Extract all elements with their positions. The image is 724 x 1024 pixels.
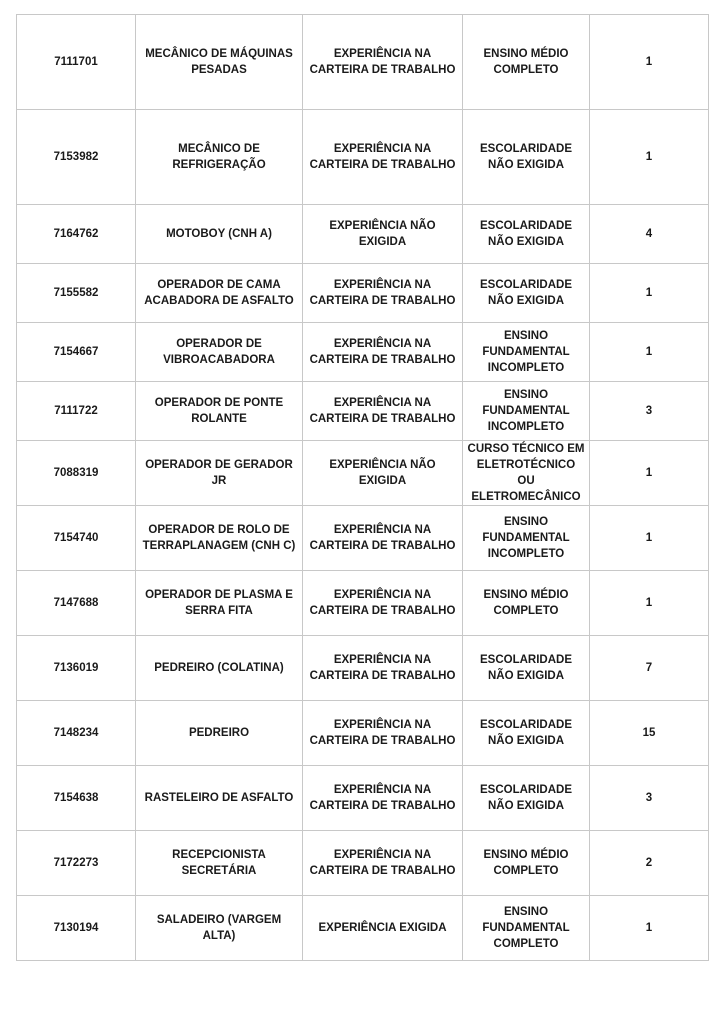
job-vacancies: 1 (590, 506, 709, 571)
job-code: 7154667 (17, 323, 136, 382)
job-education: ENSINO FUNDAMENTAL INCOMPLETO (463, 506, 590, 571)
job-experience: EXPERIÊNCIA EXIGIDA (303, 896, 463, 961)
job-education: ESCOLARIDADE NÃO EXIGIDA (463, 636, 590, 701)
job-vacancies: 1 (590, 15, 709, 110)
job-education: CURSO TÉCNICO EM ELETROTÉCNICO OU ELETROMECÂNICO (463, 441, 590, 506)
job-openings-table (16, 14, 709, 961)
job-role: MECÂNICO DE MÁQUINAS PESADAS (136, 15, 303, 110)
job-education: ESCOLARIDADE NÃO EXIGIDA (463, 701, 590, 766)
job-role: OPERADOR DE ROLO DE TERRAPLANAGEM (CNH C) (136, 506, 303, 571)
job-role: OPERADOR DE PONTE ROLANTE (136, 382, 303, 441)
job-role: OPERADOR DE PLASMA E SERRA FITA (136, 571, 303, 636)
table-row (17, 506, 709, 571)
job-experience: EXPERIÊNCIA NA CARTEIRA DE TRABALHO (303, 766, 463, 831)
job-role: PEDREIRO (136, 701, 303, 766)
job-experience: EXPERIÊNCIA NA CARTEIRA DE TRABALHO (303, 506, 463, 571)
job-role: OPERADOR DE VIBROACABADORA (136, 323, 303, 382)
job-code: 7164762 (17, 205, 136, 264)
job-code: 7154740 (17, 506, 136, 571)
job-code: 7154638 (17, 766, 136, 831)
table-row (17, 636, 709, 701)
table-row (17, 382, 709, 441)
table-row (17, 110, 709, 205)
job-vacancies: 3 (590, 382, 709, 441)
table-row (17, 831, 709, 896)
job-vacancies: 1 (590, 441, 709, 506)
job-education: ESCOLARIDADE NÃO EXIGIDA (463, 205, 590, 264)
job-code: 7136019 (17, 636, 136, 701)
job-vacancies: 1 (590, 571, 709, 636)
job-experience: EXPERIÊNCIA NA CARTEIRA DE TRABALHO (303, 571, 463, 636)
job-code: 7147688 (17, 571, 136, 636)
job-vacancies: 15 (590, 701, 709, 766)
job-role: RASTELEIRO DE ASFALTO (136, 766, 303, 831)
job-code: 7153982 (17, 110, 136, 205)
job-experience: EXPERIÊNCIA NA CARTEIRA DE TRABALHO (303, 701, 463, 766)
job-role: RECEPCIONISTA SECRETÁRIA (136, 831, 303, 896)
job-vacancies: 1 (590, 896, 709, 961)
job-experience: EXPERIÊNCIA NÃO EXIGIDA (303, 441, 463, 506)
table-row (17, 701, 709, 766)
job-education: ENSINO FUNDAMENTAL INCOMPLETO (463, 323, 590, 382)
table-row (17, 323, 709, 382)
table-row (17, 766, 709, 831)
job-experience: EXPERIÊNCIA NA CARTEIRA DE TRABALHO (303, 110, 463, 205)
job-education: ENSINO MÉDIO COMPLETO (463, 831, 590, 896)
table-row (17, 205, 709, 264)
job-role: OPERADOR DE GERADOR JR (136, 441, 303, 506)
table-row (17, 571, 709, 636)
job-vacancies: 1 (590, 110, 709, 205)
table-row (17, 896, 709, 961)
job-experience: EXPERIÊNCIA NA CARTEIRA DE TRABALHO (303, 15, 463, 110)
job-education: ESCOLARIDADE NÃO EXIGIDA (463, 110, 590, 205)
job-education: ENSINO FUNDAMENTAL COMPLETO (463, 896, 590, 961)
job-experience: EXPERIÊNCIA NA CARTEIRA DE TRABALHO (303, 636, 463, 701)
job-code: 7172273 (17, 831, 136, 896)
job-education: ENSINO FUNDAMENTAL INCOMPLETO (463, 382, 590, 441)
job-role: OPERADOR DE CAMA ACABADORA DE ASFALTO (136, 264, 303, 323)
job-vacancies: 2 (590, 831, 709, 896)
job-role: MECÂNICO DE REFRIGERAÇÃO (136, 110, 303, 205)
job-experience: EXPERIÊNCIA NÃO EXIGIDA (303, 205, 463, 264)
job-role: MOTOBOY (CNH A) (136, 205, 303, 264)
job-code: 7130194 (17, 896, 136, 961)
job-experience: EXPERIÊNCIA NA CARTEIRA DE TRABALHO (303, 323, 463, 382)
job-experience: EXPERIÊNCIA NA CARTEIRA DE TRABALHO (303, 831, 463, 896)
job-code: 7148234 (17, 701, 136, 766)
job-education: ENSINO MÉDIO COMPLETO (463, 15, 590, 110)
table-row (17, 441, 709, 506)
job-code: 7111722 (17, 382, 136, 441)
job-vacancies: 4 (590, 205, 709, 264)
job-code: 7088319 (17, 441, 136, 506)
table-row (17, 264, 709, 323)
job-experience: EXPERIÊNCIA NA CARTEIRA DE TRABALHO (303, 382, 463, 441)
job-code: 7155582 (17, 264, 136, 323)
job-role: PEDREIRO (COLATINA) (136, 636, 303, 701)
job-education: ESCOLARIDADE NÃO EXIGIDA (463, 766, 590, 831)
job-education: ESCOLARIDADE NÃO EXIGIDA (463, 264, 590, 323)
table-row (17, 15, 709, 110)
job-vacancies: 3 (590, 766, 709, 831)
job-role: SALADEIRO (VARGEM ALTA) (136, 896, 303, 961)
job-vacancies: 7 (590, 636, 709, 701)
job-code: 7111701 (17, 15, 136, 110)
job-education: ENSINO MÉDIO COMPLETO (463, 571, 590, 636)
job-vacancies: 1 (590, 264, 709, 323)
job-vacancies: 1 (590, 323, 709, 382)
job-experience: EXPERIÊNCIA NA CARTEIRA DE TRABALHO (303, 264, 463, 323)
